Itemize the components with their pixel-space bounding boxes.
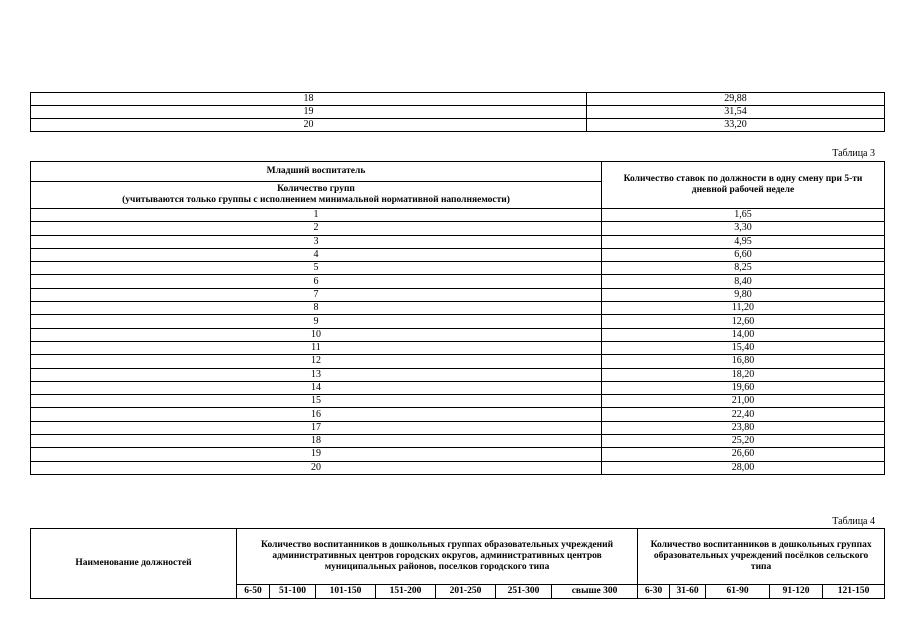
table-row	[31, 381, 885, 394]
rate-cell: 16,80	[602, 355, 885, 368]
table-3-caption: Таблица 3	[832, 148, 875, 159]
table-row	[31, 395, 885, 408]
range-cell: свыше 300	[552, 585, 638, 599]
table-row	[31, 288, 885, 301]
rate-cell: 15,40	[602, 341, 885, 354]
range-cell: 31-60	[670, 585, 706, 599]
rate-cell: 12,60	[602, 315, 885, 328]
rural-header: Количество воспитанников в дошкольных группах образовательных учреждений посёлков сельского типа	[638, 529, 885, 585]
rate-cell: 21,00	[602, 395, 885, 408]
groups-cell: 10	[31, 328, 602, 341]
table-row	[31, 461, 885, 474]
groups-header-title: Количество групп	[277, 184, 355, 195]
table-row	[31, 341, 885, 354]
groups-header	[31, 182, 602, 209]
rate-cell: 4,95	[602, 235, 885, 248]
table-row	[31, 435, 885, 448]
table-row	[31, 106, 885, 119]
groups-cell: 16	[31, 408, 602, 421]
groups-cell: 15	[31, 395, 602, 408]
table-row	[31, 262, 885, 275]
rate-cell: 9,80	[602, 288, 885, 301]
groups-cell: 4	[31, 248, 602, 261]
rate-cell: 31,54	[587, 106, 885, 119]
rate-cell: 8,25	[602, 262, 885, 275]
groups-cell: 3	[31, 235, 602, 248]
groups-cell: 11	[31, 341, 602, 354]
groups-cell: 20	[31, 119, 587, 132]
rate-cell: 22,40	[602, 408, 885, 421]
groups-cell: 20	[31, 461, 602, 474]
table-row	[31, 209, 885, 222]
rate-cell: 28,00	[602, 461, 885, 474]
table-row	[31, 355, 885, 368]
range-cell: 6-50	[237, 585, 270, 599]
table-row	[31, 421, 885, 434]
table-row	[31, 119, 885, 132]
table-row	[31, 275, 885, 288]
position-header: Младший воспитатель	[31, 162, 602, 182]
rate-cell: 19,60	[602, 381, 885, 394]
table-row	[31, 93, 885, 106]
groups-cell: 19	[31, 448, 602, 461]
position-header: Наименование должностей	[31, 529, 237, 599]
range-cell: 91-120	[770, 585, 823, 599]
range-cell: 151-200	[376, 585, 436, 599]
range-cell: 121-150	[823, 585, 885, 599]
groups-cell: 17	[31, 421, 602, 434]
groups-cell: 13	[31, 368, 602, 381]
rate-cell: 11,20	[602, 302, 885, 315]
table-row	[31, 235, 885, 248]
rate-cell: 29,88	[587, 93, 885, 106]
table-row	[31, 248, 885, 261]
groups-header-note: (учитываются только группы с исполнением минимальной нормативной наполняемости)	[122, 195, 510, 205]
rate-cell: 6,60	[602, 248, 885, 261]
rate-cell: 14,00	[602, 328, 885, 341]
rate-cell: 25,20	[602, 435, 885, 448]
table-4	[30, 528, 885, 599]
table-row	[31, 408, 885, 421]
range-cell: 51-100	[270, 585, 316, 599]
table-row	[31, 315, 885, 328]
groups-cell: 14	[31, 381, 602, 394]
table-4-caption: Таблица 4	[832, 516, 875, 527]
continued-table	[30, 92, 885, 132]
range-cell: 201-250	[436, 585, 496, 599]
groups-cell: 19	[31, 106, 587, 119]
groups-cell: 5	[31, 262, 602, 275]
rate-cell: 26,60	[602, 448, 885, 461]
groups-cell: 9	[31, 315, 602, 328]
table-row	[31, 222, 885, 235]
groups-cell: 6	[31, 275, 602, 288]
table-3	[30, 161, 885, 475]
groups-cell: 7	[31, 288, 602, 301]
rate-cell: 33,20	[587, 119, 885, 132]
groups-cell: 12	[31, 355, 602, 368]
table-row	[31, 328, 885, 341]
range-cell: 101-150	[316, 585, 376, 599]
rate-cell: 1,65	[602, 209, 885, 222]
groups-cell: 18	[31, 93, 587, 106]
range-cell: 251-300	[496, 585, 552, 599]
rate-header: Количество ставок по должности в одну смену при 5-ти дневной рабочей неделе	[602, 162, 885, 209]
table-row	[31, 368, 885, 381]
table-row	[31, 302, 885, 315]
range-cell: 6-30	[638, 585, 670, 599]
range-cell: 61-90	[706, 585, 770, 599]
urban-header: Количество воспитанников в дошкольных группах образовательных учреждений административных центров городских округов, административных центров муниципальных районов, поселков городского типа	[237, 529, 638, 585]
table-row	[31, 448, 885, 461]
groups-cell: 18	[31, 435, 602, 448]
rate-cell: 3,30	[602, 222, 885, 235]
groups-cell: 2	[31, 222, 602, 235]
rate-cell: 23,80	[602, 421, 885, 434]
rate-cell: 8,40	[602, 275, 885, 288]
groups-cell: 1	[31, 209, 602, 222]
rate-cell: 18,20	[602, 368, 885, 381]
groups-cell: 8	[31, 302, 602, 315]
